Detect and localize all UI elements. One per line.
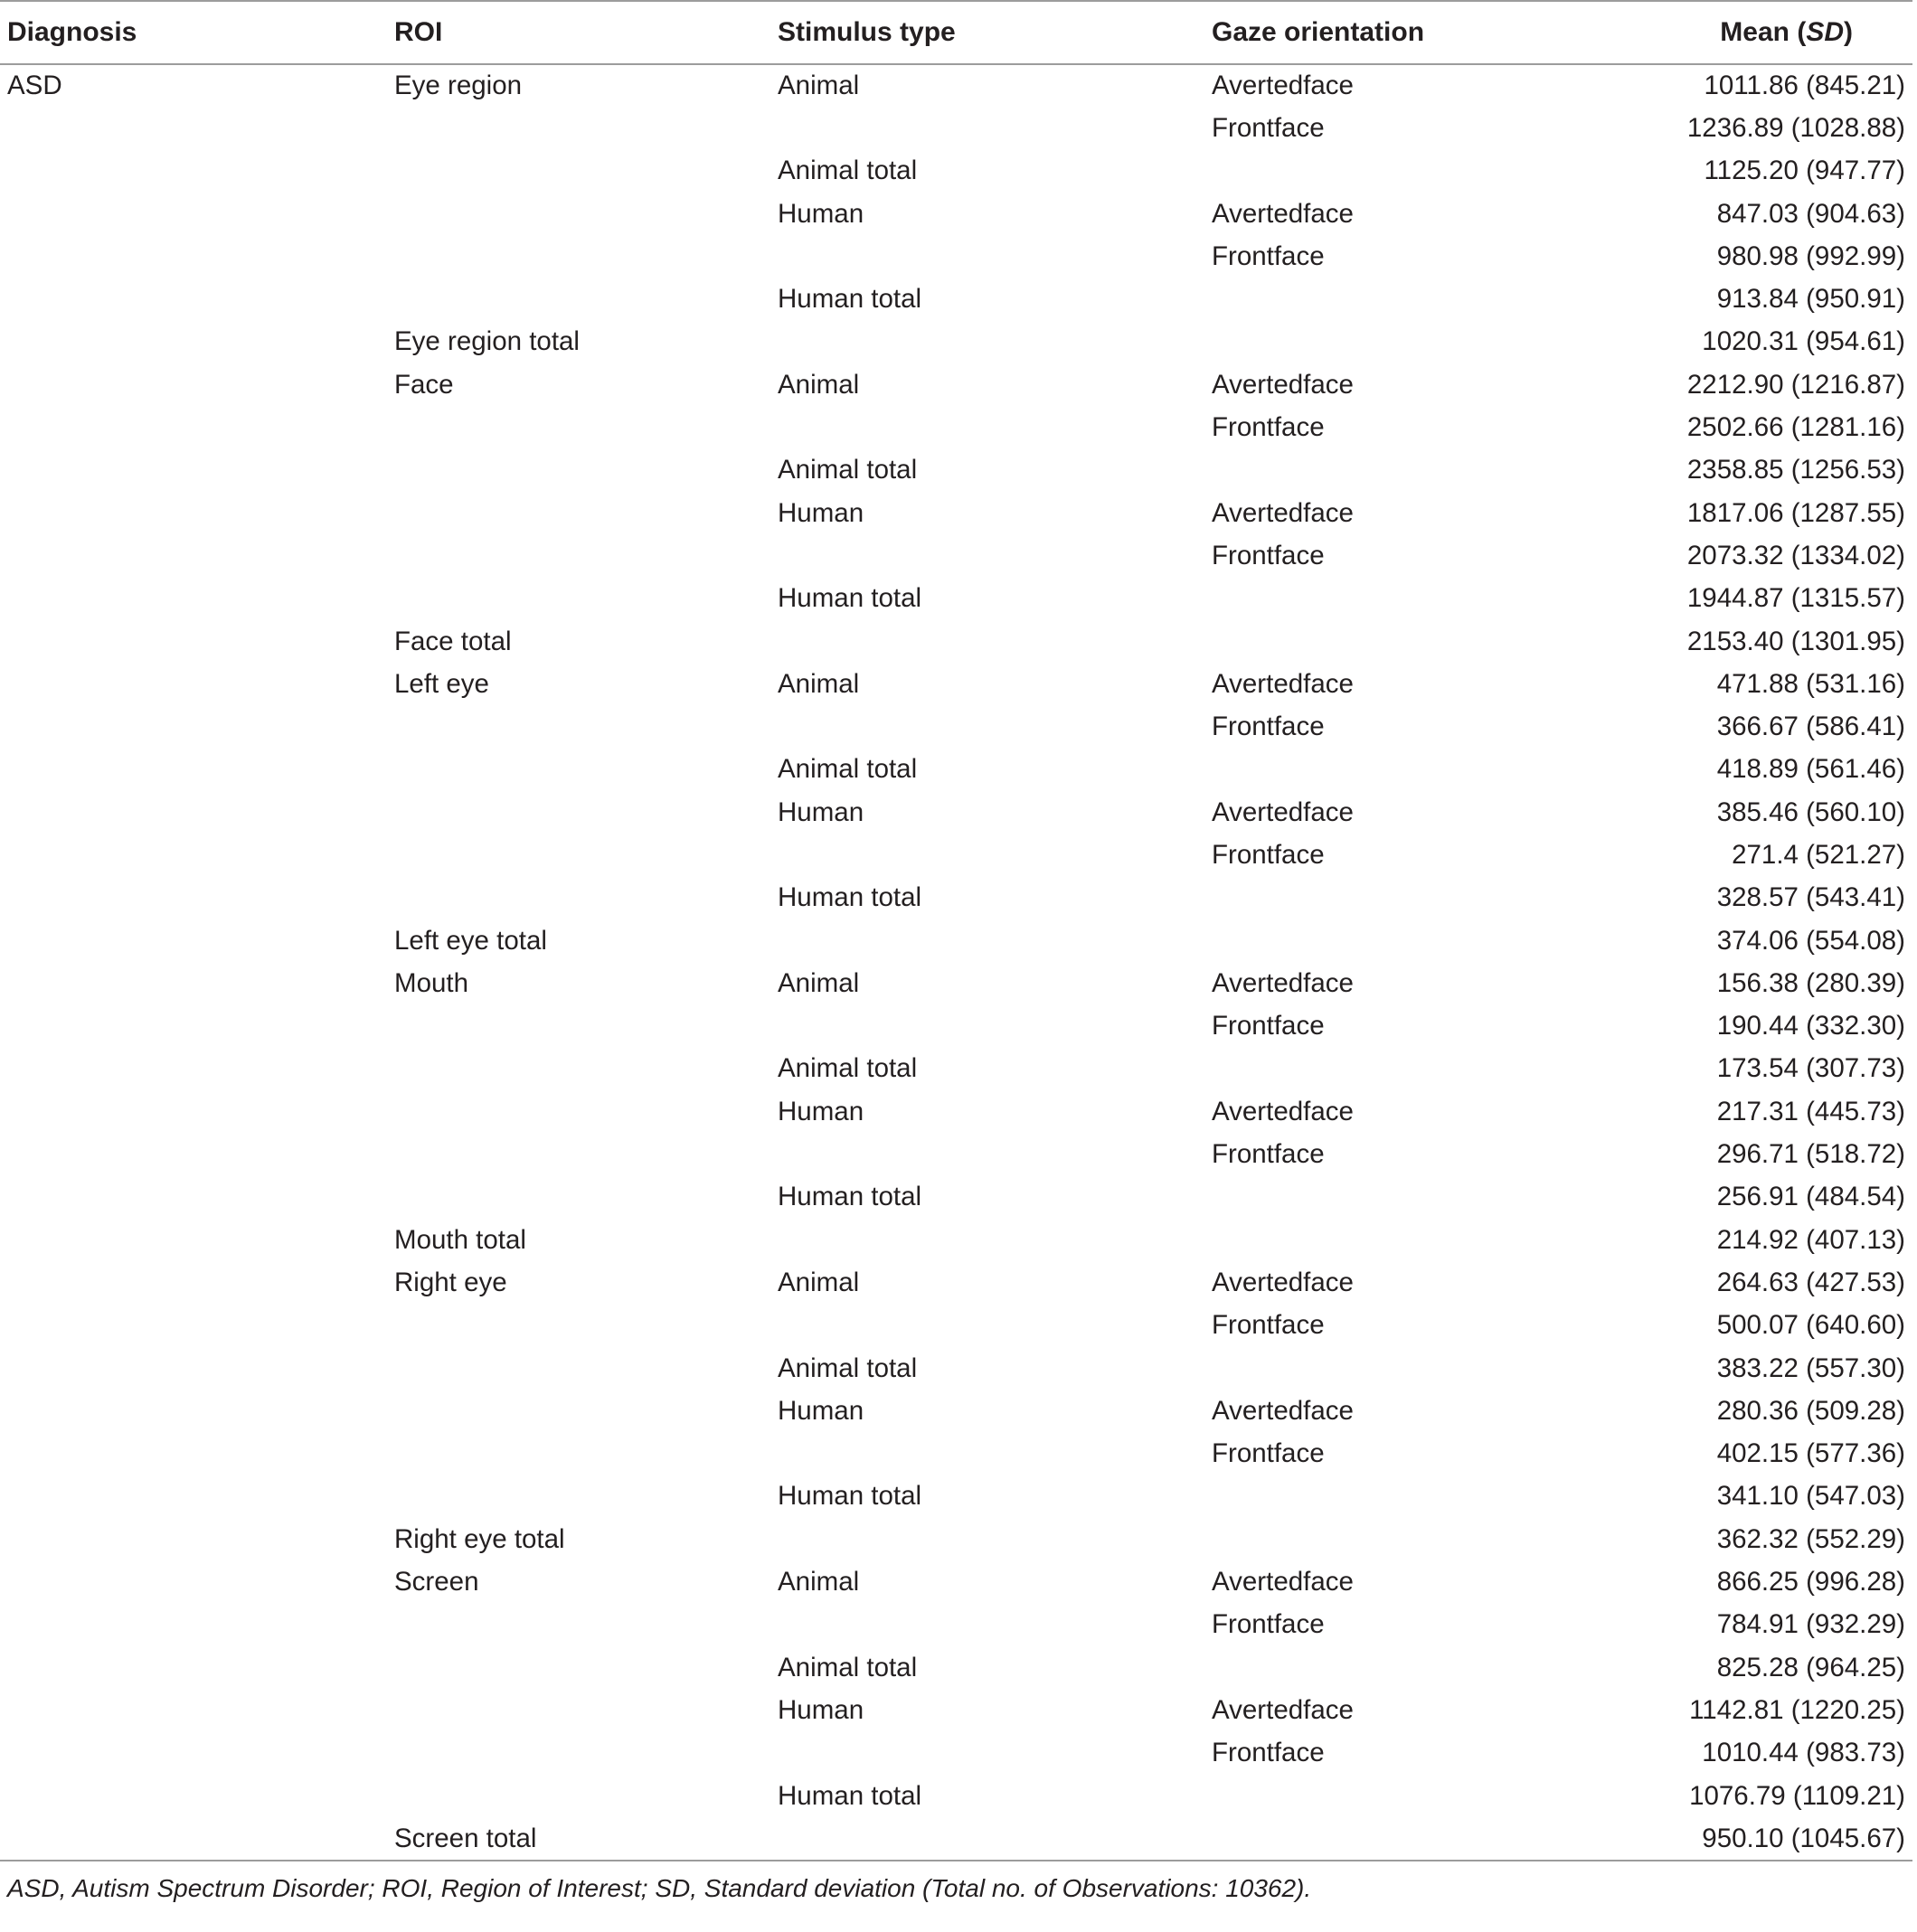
cell-gaze-orientation: Avertedface bbox=[1212, 1395, 1354, 1426]
table-row bbox=[0, 278, 1912, 320]
cell-diagnosis bbox=[0, 321, 394, 363]
cell-stimulus-type bbox=[778, 919, 1212, 962]
cell-stimulus-type bbox=[778, 1604, 1212, 1646]
cell-gaze-orientation: Avertedface bbox=[1212, 497, 1354, 528]
cell-mean-sd: 847.03 (904.63) bbox=[1716, 198, 1905, 229]
cell-diagnosis bbox=[0, 1689, 394, 1731]
cell-gaze-orientation: Frontface bbox=[1212, 1738, 1325, 1768]
cell-diagnosis bbox=[0, 705, 394, 748]
cell-roi: Face total bbox=[394, 626, 512, 656]
cell-diagnosis bbox=[0, 749, 394, 791]
cell-diagnosis bbox=[0, 1518, 394, 1560]
cell-mean-sd: 190.44 (332.30) bbox=[1716, 1011, 1905, 1041]
cell-stimulus-type: Human bbox=[778, 1694, 864, 1725]
cell-mean-sd: 980.98 (992.99) bbox=[1716, 240, 1905, 271]
cell-diagnosis bbox=[0, 1219, 394, 1261]
cell-mean-sd: 402.15 (577.36) bbox=[1716, 1438, 1905, 1469]
cell-roi bbox=[394, 150, 778, 193]
table-row bbox=[0, 705, 1912, 748]
cell-roi: Eye region total bbox=[394, 326, 580, 357]
cell-gaze-orientation bbox=[1212, 1646, 1646, 1689]
cell-gaze-orientation bbox=[1212, 1475, 1646, 1518]
cell-roi bbox=[394, 235, 778, 278]
cell-gaze-orientation: Frontface bbox=[1212, 240, 1325, 271]
cell-gaze-orientation: Avertedface bbox=[1212, 1694, 1354, 1725]
cell-roi bbox=[394, 1390, 778, 1432]
cell-roi bbox=[394, 1048, 778, 1090]
cell-stimulus-type: Animal bbox=[778, 71, 860, 101]
cell-diagnosis bbox=[0, 1817, 394, 1860]
cell-roi bbox=[394, 749, 778, 791]
cell-gaze-orientation: Avertedface bbox=[1212, 369, 1354, 400]
cell-mean-sd: 1142.81 (1220.25) bbox=[1689, 1694, 1905, 1725]
header-roi: ROI bbox=[394, 17, 443, 47]
table-row bbox=[0, 1689, 1912, 1731]
cell-diagnosis bbox=[0, 1775, 394, 1817]
table-row bbox=[0, 1475, 1912, 1518]
cell-stimulus-type: Human total bbox=[778, 1780, 922, 1811]
cell-mean-sd: 328.57 (543.41) bbox=[1716, 882, 1905, 913]
header-diagnosis: Diagnosis bbox=[7, 17, 137, 47]
header-mean-prefix: Mean ( bbox=[1720, 17, 1807, 47]
cell-stimulus-type bbox=[778, 1005, 1212, 1048]
cell-roi bbox=[394, 578, 778, 620]
cell-stimulus-type bbox=[778, 321, 1212, 363]
cell-stimulus-type: Animal total bbox=[778, 156, 918, 186]
cell-roi bbox=[394, 1347, 778, 1390]
cell-mean-sd: 341.10 (547.03) bbox=[1716, 1481, 1905, 1512]
cell-diagnosis bbox=[0, 363, 394, 406]
cell-stimulus-type: Human total bbox=[778, 284, 922, 315]
cell-diagnosis bbox=[0, 449, 394, 492]
cell-gaze-orientation: Avertedface bbox=[1212, 1567, 1354, 1597]
cell-diagnosis bbox=[0, 492, 394, 534]
cell-gaze-orientation: Frontface bbox=[1212, 839, 1325, 870]
cell-mean-sd: 374.06 (554.08) bbox=[1716, 925, 1905, 956]
cell-diagnosis bbox=[0, 193, 394, 235]
cell-mean-sd: 1020.31 (954.61) bbox=[1702, 326, 1905, 357]
table-row bbox=[0, 1518, 1912, 1560]
cell-roi bbox=[394, 1433, 778, 1475]
cell-mean-sd: 2358.85 (1256.53) bbox=[1686, 455, 1905, 485]
table-row bbox=[0, 749, 1912, 791]
table-row bbox=[0, 193, 1912, 235]
cell-gaze-orientation bbox=[1212, 1817, 1646, 1860]
cell-roi: Mouth bbox=[394, 967, 468, 998]
table-row bbox=[0, 107, 1912, 149]
table-row bbox=[0, 1646, 1912, 1689]
table-row bbox=[0, 791, 1912, 834]
cell-mean-sd: 385.46 (560.10) bbox=[1716, 796, 1905, 827]
cell-mean-sd: 280.36 (509.28) bbox=[1716, 1395, 1905, 1426]
cell-diagnosis bbox=[0, 150, 394, 193]
table-row bbox=[0, 663, 1912, 705]
cell-mean-sd: 1011.86 (845.21) bbox=[1704, 71, 1905, 101]
cell-diagnosis bbox=[0, 235, 394, 278]
cell-roi bbox=[394, 492, 778, 534]
cell-stimulus-type: Human bbox=[778, 497, 864, 528]
cell-stimulus-type bbox=[778, 1433, 1212, 1475]
cell-diagnosis bbox=[0, 1646, 394, 1689]
cell-roi bbox=[394, 278, 778, 320]
cell-roi: Face bbox=[394, 369, 454, 400]
table-row bbox=[0, 235, 1912, 278]
cell-stimulus-type: Animal bbox=[778, 1267, 860, 1297]
cell-roi: Screen bbox=[394, 1567, 479, 1597]
cell-mean-sd: 1010.44 (983.73) bbox=[1702, 1738, 1905, 1768]
cell-gaze-orientation: Frontface bbox=[1212, 412, 1325, 443]
cell-stimulus-type: Animal total bbox=[778, 1352, 918, 1383]
table-row bbox=[0, 1604, 1912, 1646]
table-row bbox=[0, 321, 1912, 363]
cell-roi bbox=[394, 1090, 778, 1133]
cell-diagnosis bbox=[0, 919, 394, 962]
table-row bbox=[0, 1390, 1912, 1432]
cell-roi bbox=[394, 1305, 778, 1347]
cell-roi bbox=[394, 1775, 778, 1817]
cell-diagnosis bbox=[0, 620, 394, 663]
cell-mean-sd: 383.22 (557.30) bbox=[1716, 1352, 1905, 1383]
cell-mean-sd: 173.54 (307.73) bbox=[1716, 1053, 1905, 1084]
cell-gaze-orientation bbox=[1212, 877, 1646, 919]
cell-roi bbox=[394, 449, 778, 492]
cell-diagnosis bbox=[0, 1133, 394, 1175]
cell-gaze-orientation bbox=[1212, 321, 1646, 363]
cell-diagnosis bbox=[0, 1604, 394, 1646]
table-row bbox=[0, 578, 1912, 620]
cell-diagnosis bbox=[0, 1261, 394, 1304]
cell-gaze-orientation bbox=[1212, 749, 1646, 791]
cell-diagnosis bbox=[0, 1475, 394, 1518]
table-row bbox=[0, 1133, 1912, 1175]
cell-diagnosis bbox=[0, 1560, 394, 1603]
cell-roi bbox=[394, 1604, 778, 1646]
cell-stimulus-type: Animal total bbox=[778, 1652, 918, 1682]
cell-stimulus-type bbox=[778, 1817, 1212, 1860]
cell-roi bbox=[394, 534, 778, 577]
cell-mean-sd: 825.28 (964.25) bbox=[1716, 1652, 1905, 1682]
cell-gaze-orientation: Frontface bbox=[1212, 1438, 1325, 1469]
cell-gaze-orientation: Frontface bbox=[1212, 712, 1325, 742]
cell-diagnosis bbox=[0, 1390, 394, 1432]
cell-mean-sd: 271.4 (521.27) bbox=[1732, 839, 1905, 870]
header-mean-suffix: ) bbox=[1844, 17, 1853, 47]
cell-stimulus-type: Animal bbox=[778, 369, 860, 400]
cell-stimulus-type: Animal total bbox=[778, 1053, 918, 1084]
cell-stimulus-type bbox=[778, 1133, 1212, 1175]
table-row bbox=[0, 1048, 1912, 1090]
cell-gaze-orientation: Frontface bbox=[1212, 1310, 1325, 1341]
cell-stimulus-type: Animal bbox=[778, 967, 860, 998]
cell-stimulus-type bbox=[778, 1305, 1212, 1347]
cell-roi bbox=[394, 791, 778, 834]
table-row bbox=[0, 834, 1912, 876]
cell-roi: Left eye total bbox=[394, 925, 547, 956]
header-mean-sd-italic: SD bbox=[1806, 17, 1844, 47]
cell-roi: Screen total bbox=[394, 1823, 537, 1853]
cell-roi bbox=[394, 1732, 778, 1775]
cell-stimulus-type bbox=[778, 107, 1212, 149]
table-row bbox=[0, 1347, 1912, 1390]
cell-diagnosis bbox=[0, 107, 394, 149]
table-body bbox=[0, 64, 1912, 1860]
header-gaze-orientation: Gaze orientation bbox=[1212, 17, 1425, 47]
cell-roi bbox=[394, 1689, 778, 1731]
cell-roi bbox=[394, 877, 778, 919]
cell-roi: Right eye total bbox=[394, 1523, 565, 1554]
cell-diagnosis bbox=[0, 1305, 394, 1347]
cell-roi bbox=[394, 193, 778, 235]
table-row bbox=[0, 534, 1912, 577]
table-row bbox=[0, 150, 1912, 193]
table-row bbox=[0, 64, 1912, 107]
table-row bbox=[0, 877, 1912, 919]
cell-stimulus-type: Animal bbox=[778, 1567, 860, 1597]
cell-mean-sd: 1125.20 (947.77) bbox=[1704, 156, 1905, 186]
header-stimulus-type: Stimulus type bbox=[778, 17, 956, 47]
table-row bbox=[0, 1732, 1912, 1775]
cell-mean-sd: 471.88 (531.16) bbox=[1716, 668, 1905, 699]
cell-gaze-orientation: Frontface bbox=[1212, 1139, 1325, 1170]
table-row bbox=[0, 492, 1912, 534]
cell-diagnosis bbox=[0, 1732, 394, 1775]
cell-diagnosis bbox=[0, 1005, 394, 1048]
table-row bbox=[0, 449, 1912, 492]
cell-diagnosis bbox=[0, 406, 394, 448]
cell-gaze-orientation bbox=[1212, 919, 1646, 962]
cell-roi bbox=[394, 834, 778, 876]
cell-mean-sd: 214.92 (407.13) bbox=[1716, 1224, 1905, 1255]
cell-stimulus-type: Human bbox=[778, 1096, 864, 1126]
cell-gaze-orientation bbox=[1212, 1048, 1646, 1090]
cell-stimulus-type: Human bbox=[778, 1395, 864, 1426]
cell-diagnosis bbox=[0, 663, 394, 705]
header-mean-sd bbox=[1646, 1, 1912, 64]
table-row bbox=[0, 919, 1912, 962]
cell-mean-sd: 256.91 (484.54) bbox=[1716, 1182, 1905, 1212]
cell-gaze-orientation bbox=[1212, 278, 1646, 320]
table-row bbox=[0, 1261, 1912, 1304]
cell-gaze-orientation bbox=[1212, 1176, 1646, 1219]
table-row bbox=[0, 1005, 1912, 1048]
table-row bbox=[0, 1176, 1912, 1219]
table-row bbox=[0, 406, 1912, 448]
cell-mean-sd: 366.67 (586.41) bbox=[1716, 712, 1905, 742]
cell-stimulus-type bbox=[778, 406, 1212, 448]
cell-mean-sd: 217.31 (445.73) bbox=[1716, 1096, 1905, 1126]
cell-stimulus-type: Human bbox=[778, 796, 864, 827]
cell-roi bbox=[394, 1646, 778, 1689]
cell-diagnosis bbox=[0, 534, 394, 577]
cell-diagnosis bbox=[0, 791, 394, 834]
cell-diagnosis bbox=[0, 1347, 394, 1390]
cell-gaze-orientation: Avertedface bbox=[1212, 1096, 1354, 1126]
cell-stimulus-type bbox=[778, 1518, 1212, 1560]
cell-mean-sd: 500.07 (640.60) bbox=[1716, 1310, 1905, 1341]
cell-diagnosis bbox=[0, 877, 394, 919]
cell-stimulus-type bbox=[778, 534, 1212, 577]
cell-roi bbox=[394, 406, 778, 448]
cell-gaze-orientation: Avertedface bbox=[1212, 71, 1354, 101]
cell-mean-sd: 264.63 (427.53) bbox=[1716, 1267, 1905, 1297]
cell-gaze-orientation: Frontface bbox=[1212, 112, 1325, 143]
cell-gaze-orientation bbox=[1212, 1775, 1646, 1817]
cell-roi bbox=[394, 1133, 778, 1175]
cell-stimulus-type bbox=[778, 235, 1212, 278]
cell-roi: Eye region bbox=[394, 71, 523, 101]
table-row bbox=[0, 1090, 1912, 1133]
cell-stimulus-type bbox=[778, 1732, 1212, 1775]
cell-roi: Left eye bbox=[394, 668, 489, 699]
cell-stimulus-type: Human total bbox=[778, 583, 922, 614]
cell-gaze-orientation bbox=[1212, 620, 1646, 663]
table-header bbox=[0, 1, 1912, 64]
cell-stimulus-type: Animal bbox=[778, 668, 860, 699]
cell-mean-sd: 362.32 (552.29) bbox=[1716, 1523, 1905, 1554]
cell-diagnosis bbox=[0, 1048, 394, 1090]
cell-gaze-orientation: Avertedface bbox=[1212, 198, 1354, 229]
cell-diagnosis bbox=[0, 834, 394, 876]
table-row bbox=[0, 1305, 1912, 1347]
cell-stimulus-type: Human bbox=[778, 198, 864, 229]
cell-gaze-orientation bbox=[1212, 449, 1646, 492]
cell-mean-sd: 913.84 (950.91) bbox=[1716, 284, 1905, 315]
cell-mean-sd: 1236.89 (1028.88) bbox=[1686, 112, 1905, 143]
table-row bbox=[0, 1219, 1912, 1261]
cell-roi bbox=[394, 1005, 778, 1048]
cell-diagnosis bbox=[0, 578, 394, 620]
cell-diagnosis bbox=[0, 1433, 394, 1475]
cell-stimulus-type: Animal total bbox=[778, 754, 918, 785]
cell-gaze-orientation: Avertedface bbox=[1212, 668, 1354, 699]
header-row bbox=[0, 1, 1912, 64]
table-row bbox=[0, 1560, 1912, 1603]
cell-diagnosis bbox=[0, 1176, 394, 1219]
table-row bbox=[0, 1817, 1912, 1860]
cell-stimulus-type bbox=[778, 1219, 1212, 1261]
cell-mean-sd: 156.38 (280.39) bbox=[1716, 967, 1905, 998]
cell-diagnosis bbox=[0, 1090, 394, 1133]
table-row bbox=[0, 363, 1912, 406]
cell-gaze-orientation: Avertedface bbox=[1212, 796, 1354, 827]
cell-roi bbox=[394, 705, 778, 748]
cell-roi bbox=[394, 107, 778, 149]
cell-gaze-orientation: Avertedface bbox=[1212, 967, 1354, 998]
cell-gaze-orientation: Frontface bbox=[1212, 1011, 1325, 1041]
table-row bbox=[0, 1433, 1912, 1475]
cell-stimulus-type bbox=[778, 834, 1212, 876]
cell-stimulus-type: Human total bbox=[778, 882, 922, 913]
cell-stimulus-type bbox=[778, 620, 1212, 663]
cell-diagnosis: ASD bbox=[7, 71, 62, 101]
cell-mean-sd: 866.25 (996.28) bbox=[1716, 1567, 1905, 1597]
cell-gaze-orientation: Frontface bbox=[1212, 540, 1325, 570]
cell-mean-sd: 2212.90 (1216.87) bbox=[1686, 369, 1905, 400]
cell-stimulus-type: Human total bbox=[778, 1182, 922, 1212]
table-row bbox=[0, 620, 1912, 663]
cell-diagnosis bbox=[0, 278, 394, 320]
cell-mean-sd: 1817.06 (1287.55) bbox=[1686, 497, 1905, 528]
cell-gaze-orientation: Avertedface bbox=[1212, 1267, 1354, 1297]
cell-gaze-orientation bbox=[1212, 578, 1646, 620]
cell-mean-sd: 784.91 (932.29) bbox=[1716, 1609, 1905, 1640]
cell-roi bbox=[394, 1176, 778, 1219]
cell-gaze-orientation bbox=[1212, 1347, 1646, 1390]
cell-stimulus-type bbox=[778, 705, 1212, 748]
cell-gaze-orientation bbox=[1212, 1219, 1646, 1261]
cell-mean-sd: 2502.66 (1281.16) bbox=[1686, 412, 1905, 443]
cell-gaze-orientation: Frontface bbox=[1212, 1609, 1325, 1640]
cell-stimulus-type: Animal total bbox=[778, 455, 918, 485]
table-footnote: ASD, Autism Spectrum Disorder; ROI, Region of Interest; SD, Standard deviation (Total no. of Observations: 10362). bbox=[7, 1874, 1312, 1903]
cell-diagnosis bbox=[0, 962, 394, 1004]
table-row bbox=[0, 962, 1912, 1004]
cell-mean-sd: 2153.40 (1301.95) bbox=[1686, 626, 1905, 656]
cell-stimulus-type: Human total bbox=[778, 1481, 922, 1512]
cell-mean-sd: 296.71 (518.72) bbox=[1716, 1139, 1905, 1170]
cell-roi: Right eye bbox=[394, 1267, 507, 1297]
table-row bbox=[0, 1775, 1912, 1817]
cell-mean-sd: 950.10 (1045.67) bbox=[1702, 1823, 1905, 1853]
cell-gaze-orientation bbox=[1212, 1518, 1646, 1560]
cell-roi: Mouth total bbox=[394, 1224, 526, 1255]
cell-roi bbox=[394, 1475, 778, 1518]
table-bottom-rule bbox=[0, 1860, 1912, 1861]
cell-gaze-orientation bbox=[1212, 150, 1646, 193]
cell-mean-sd: 2073.32 (1334.02) bbox=[1686, 540, 1905, 570]
cell-mean-sd: 1944.87 (1315.57) bbox=[1686, 583, 1905, 614]
cell-mean-sd: 418.89 (561.46) bbox=[1716, 754, 1905, 785]
cell-mean-sd: 1076.79 (1109.21) bbox=[1689, 1780, 1905, 1811]
